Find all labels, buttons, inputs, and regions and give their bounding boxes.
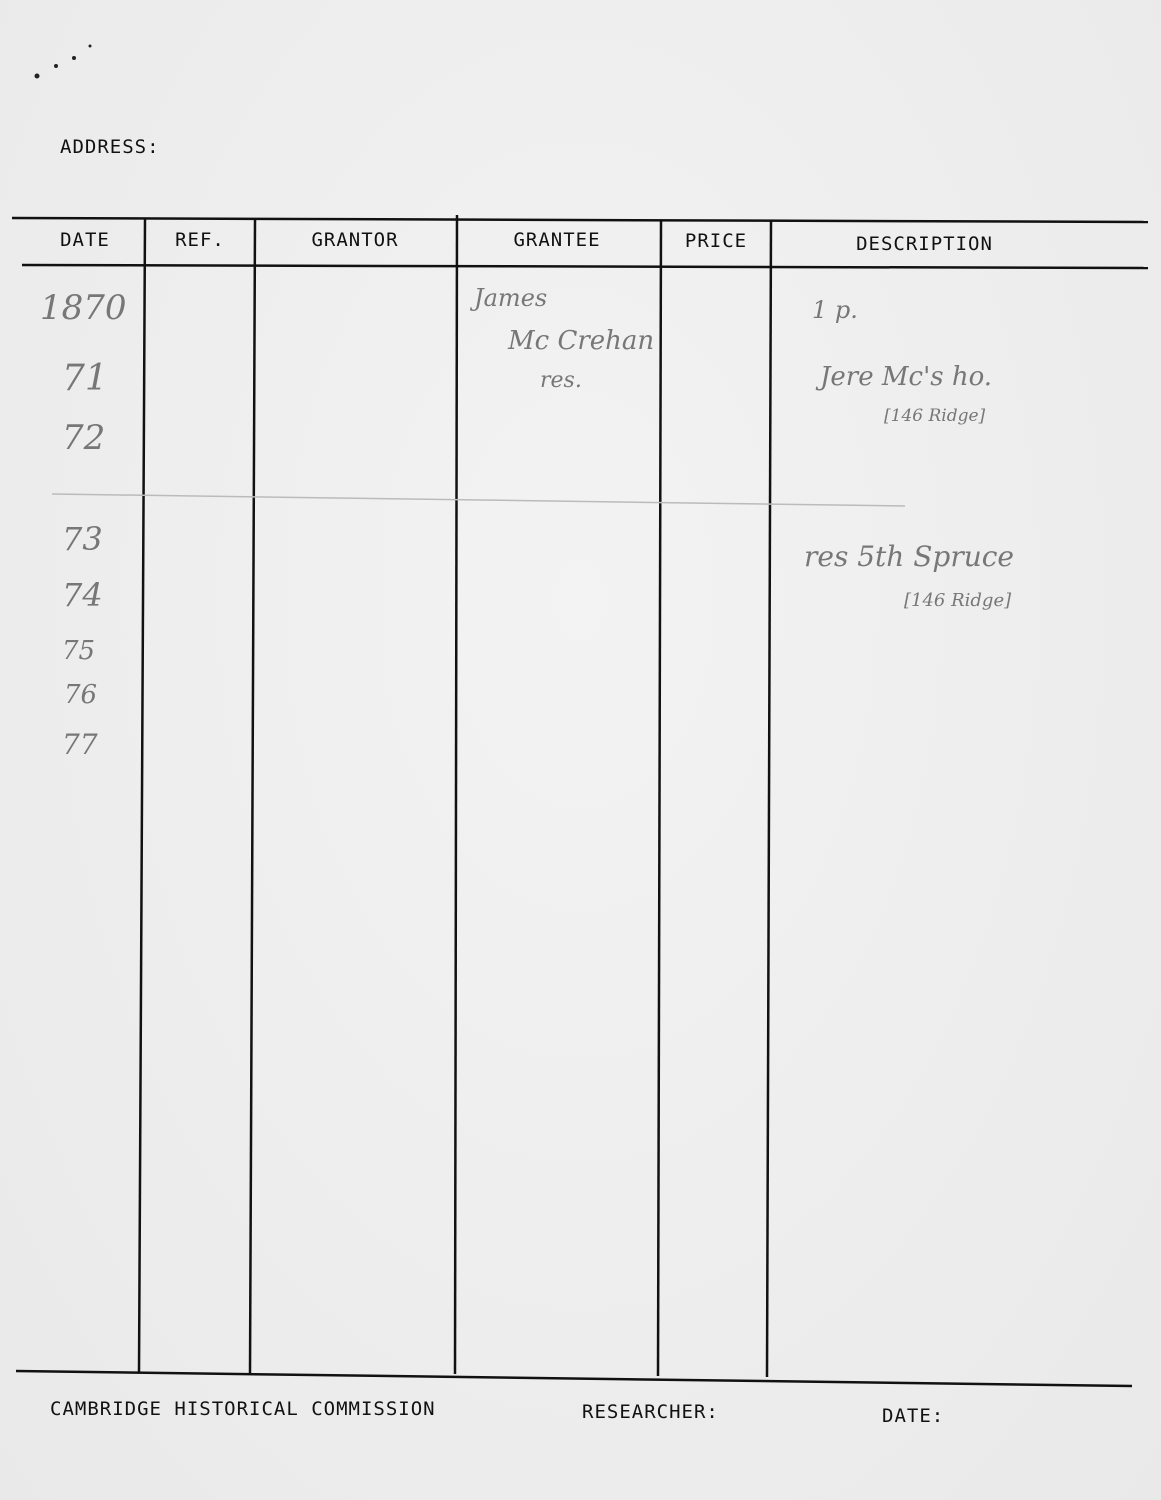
description-entry: [146 Ridge] bbox=[884, 406, 986, 426]
grantee-entry: James bbox=[474, 284, 548, 312]
grantee-entry: res. bbox=[540, 368, 582, 393]
column-divider bbox=[767, 221, 771, 1377]
footer-date-label: DATE: bbox=[882, 1405, 945, 1427]
scan-speck bbox=[72, 56, 76, 60]
date-entry: 71 bbox=[62, 358, 108, 399]
column-divider bbox=[250, 220, 255, 1373]
grantee-entry: Mc Crehan bbox=[508, 326, 655, 356]
footer-rule bbox=[16, 1371, 1132, 1386]
date-entry: 72 bbox=[62, 418, 106, 458]
scan-speck bbox=[89, 45, 92, 48]
column-divider bbox=[455, 215, 457, 1374]
column-header-grantor: GRANTOR bbox=[311, 229, 399, 251]
organization-name: CAMBRIDGE HISTORICAL COMMISSION bbox=[50, 1398, 436, 1420]
scan-speck bbox=[54, 64, 58, 68]
column-header-description: DESCRIPTION bbox=[856, 233, 993, 255]
date-entry: 77 bbox=[62, 728, 98, 761]
date-entry: 75 bbox=[62, 636, 96, 666]
date-entry: 1870 bbox=[40, 288, 127, 328]
pencil-divider-line bbox=[52, 494, 905, 506]
column-header-date: DATE bbox=[60, 229, 110, 251]
column-header-ref: REF. bbox=[175, 229, 225, 251]
column-header-grantee: GRANTEE bbox=[513, 229, 601, 251]
description-entry: res 5th Spruce bbox=[804, 540, 1014, 573]
description-entry: [146 Ridge] bbox=[904, 590, 1012, 611]
date-entry: 76 bbox=[64, 680, 98, 710]
table-top-rule bbox=[12, 218, 1148, 222]
scan-speck bbox=[35, 74, 40, 79]
address-label: ADDRESS: bbox=[60, 136, 160, 158]
header-bottom-rule bbox=[22, 265, 1148, 268]
column-divider bbox=[658, 221, 661, 1376]
column-divider bbox=[139, 219, 145, 1372]
description-entry: Jere Mc's ho. bbox=[820, 362, 993, 392]
date-entry: 73 bbox=[62, 520, 103, 558]
date-entry: 74 bbox=[62, 576, 103, 614]
description-entry: 1 p. bbox=[812, 296, 858, 324]
researcher-label: RESEARCHER: bbox=[582, 1401, 719, 1423]
column-header-price: PRICE bbox=[684, 230, 748, 252]
